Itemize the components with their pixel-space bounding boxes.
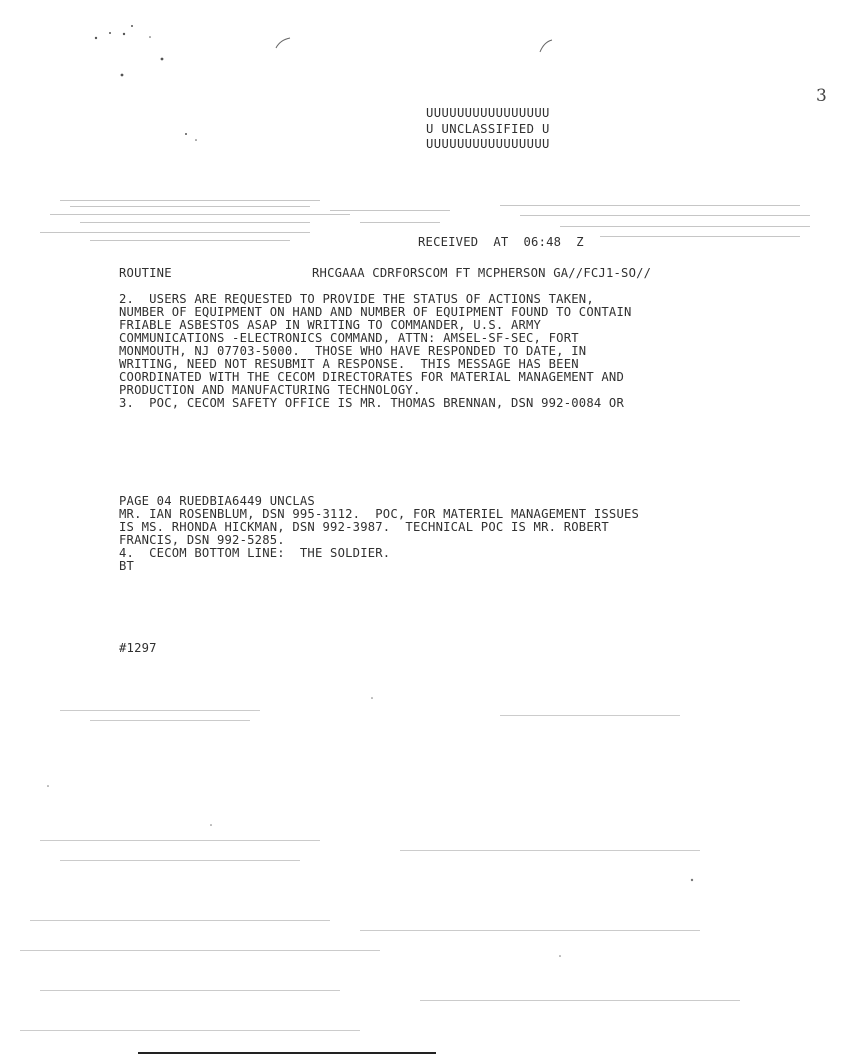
text-line: FRANCIS, DSN 992-5285. [119,533,285,547]
received-time: RECEIVED AT 06:48 Z [418,235,584,249]
text-line: 3. POC, CECOM SAFETY OFFICE IS MR. THOMAS BRENNAN, DSN 992-0084 OR [119,396,625,410]
scan-arc-2 [540,40,552,52]
text-line: WRITING, NEED NOT RESUBMIT A RESPONSE. THIS MESSAGE HAS BEEN [119,357,579,371]
classification-banner-label: U UNCLASSIFIED U [426,122,550,136]
scan-noise-bottom [0,690,850,1050]
text-line: PRODUCTION AND MANUFACTURING TECHNOLOGY. [119,383,421,397]
classification-banner-bottom: UUUUUUUUUUUUUUUU [426,137,550,151]
message-number: #1297 [119,641,157,655]
scan-arc-1 [276,38,290,48]
page-header-line: PAGE 04 RUEDBIA6449 UNCLAS [119,494,315,508]
text-line: 4. CECOM BOTTOM LINE: THE SOLDIER. [119,546,391,560]
text-line: COMMUNICATIONS -ELECTRONICS COMMAND, ATTN: AMSEL-SF-SEC, FORT [119,331,579,345]
text-line: COORDINATED WITH THE CECOM DIRECTORATES FOR MATERIAL MANAGEMENT AND [119,370,625,384]
routing-indicator: RHCGAAA CDRFORSCOM FT MCPHERSON GA//FCJ1-SO// [312,266,652,280]
text-line: MONMOUTH, NJ 07703-5000. THOSE WHO HAVE RESPONDED TO DATE, IN [119,344,587,358]
text-line: NUMBER OF EQUIPMENT ON HAND AND NUMBER OF EQUIPMENT FOUND TO CONTAIN [119,305,632,319]
scan-noise-top [0,0,850,260]
precedence: ROUTINE [119,266,172,280]
break-marker: BT [119,559,135,573]
text-line: 2. USERS ARE REQUESTED TO PROVIDE THE STATUS OF ACTIONS TAKEN, [119,292,594,306]
text-line: IS MS. RHONDA HICKMAN, DSN 992-3987. TECHNICAL POC IS MR. ROBERT [119,520,609,534]
classification-banner-top: UUUUUUUUUUUUUUUU [426,106,550,120]
text-line: FRIABLE ASBESTOS ASAP IN WRITING TO COMMANDER, U.S. ARMY [119,318,542,332]
bottom-rule [138,1052,436,1054]
text-line: MR. IAN ROSENBLUM, DSN 995-3112. POC, FOR MATERIEL MANAGEMENT ISSUES [119,507,640,521]
page-mark: 3 [816,86,827,106]
